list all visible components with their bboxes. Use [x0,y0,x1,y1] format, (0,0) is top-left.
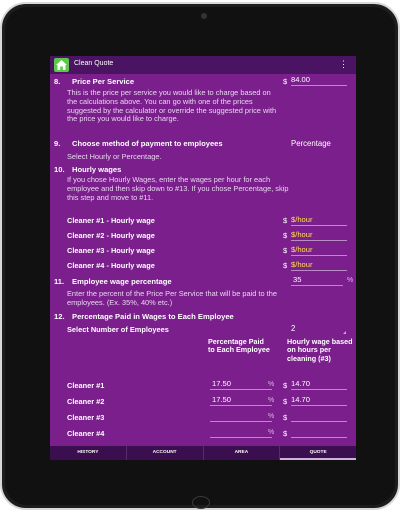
tab-quote[interactable]: QUOTE [280,446,356,460]
percent-unit: % [268,381,275,388]
section-10-number: 10. [54,165,65,174]
section-8-description: This is the price per service you would like to charge based on the calculations above. You can go with one of the prices suggested by the calculator or override the suggested price with the price you would like to charge. [67,88,277,124]
tab-history[interactable]: HISTORY [50,446,127,460]
currency-symbol: $ [283,231,288,240]
cleaner-1-hourly-input[interactable]: $/hour [291,215,347,226]
section-12-title: Percentage Paid in Wages to Each Employee [72,312,234,321]
section-11-title: Employee wage percentage [72,277,172,286]
payment-method-select[interactable]: Percentage [291,139,331,148]
cleaner-1-label: Cleaner #1 [67,381,105,390]
col-percentage-header: Percentage Paid to Each Employee [208,337,270,355]
app-screen [50,56,356,460]
cleaner-4-hourly-label: Cleaner #4 - Hourly wage [67,261,155,270]
percent-unit: % [268,429,275,436]
cleaner-1-hourly-label: Cleaner #1 - Hourly wage [67,216,155,225]
cleaner-2-percentage-value: 17.50 [212,395,232,404]
cleaner-3-wage-value [291,411,347,422]
currency-symbol: $ [283,397,288,406]
overflow-menu-icon[interactable]: ⋮ [339,59,348,69]
app-title: Clean Quote [74,60,114,67]
cleaner-2-hourly-input[interactable]: $/hour [291,230,347,241]
price-currency: $ [283,77,288,86]
employee-count-select[interactable] [291,324,347,335]
cleaner-4-wage-value [291,427,347,438]
cleaner-3-label: Cleaner #3 [67,413,105,422]
cleaner-3-hourly-label: Cleaner #3 - Hourly wage [67,246,155,255]
cleaner-4-hourly-input[interactable]: $/hour [291,260,347,271]
section-9-number: 9. [54,139,61,148]
section-8-title: Price Per Service [72,77,135,86]
home-hardware-button[interactable] [192,496,210,509]
section-12-number: 12. [54,312,65,321]
cleaner-3-hourly-input[interactable]: $/hour [291,245,347,256]
bottom-tab-bar [50,446,356,460]
currency-symbol: $ [283,413,288,422]
section-10-description: If you chose Hourly Wages, enter the wages per hour for each employee and then skip down to #13. If you chose Percentage, skip this step and move to #11. [67,175,289,202]
section-9-title: Choose method of payment to employees [72,139,223,148]
cleaner-2-label: Cleaner #2 [67,397,105,406]
tab-account[interactable]: ACCOUNT [127,446,204,460]
currency-symbol: $ [283,261,288,270]
cleaner-1-percentage-input[interactable] [210,379,275,390]
section-8-number: 8. [54,77,61,86]
section-11-description: Enter the percent of the Price Per Service that will be paid to the employees. (Ex. 35%, 40% etc.) [67,289,277,307]
employee-count-label: Select Number of Employees [67,325,169,334]
currency-symbol: $ [283,216,288,225]
cleaner-4-percentage-input[interactable] [210,427,275,438]
section-11-number: 11. [54,277,65,286]
price-per-service-input[interactable]: 84.00 [291,75,347,86]
cleaner-2-percentage-input[interactable] [210,395,275,406]
quote-form [50,74,356,444]
currency-symbol: $ [283,429,288,438]
home-icon[interactable] [54,58,69,72]
cleaner-1-percentage-value: 17.50 [212,379,232,388]
percent-unit: % [268,413,275,420]
camera-icon [201,13,207,19]
section-10-title: Hourly wages [72,165,122,174]
wage-percentage-input[interactable] [291,275,343,286]
employee-count-value: 2 [291,324,296,333]
cleaner-4-label: Cleaner #4 [67,429,105,438]
section-9-hint: Select Hourly or Percentage. [67,152,162,161]
cleaner-2-hourly-label: Cleaner #2 - Hourly wage [67,231,155,240]
currency-symbol: $ [283,246,288,255]
action-bar [50,56,356,74]
percent-unit: % [268,397,275,404]
currency-symbol: $ [283,381,288,390]
cleaner-1-wage-value: 14.70 [291,379,347,390]
col-hourly-header: Hourly wage based on hours per cleaning (#3) [287,337,353,363]
tab-area[interactable]: AREA [204,446,281,460]
wage-percentage-value: 35 [293,275,302,284]
cleaner-2-wage-value: 14.70 [291,395,347,406]
percent-unit: % [347,277,354,284]
cleaner-3-percentage-input[interactable] [210,411,275,422]
dropdown-arrow-icon [343,331,346,334]
